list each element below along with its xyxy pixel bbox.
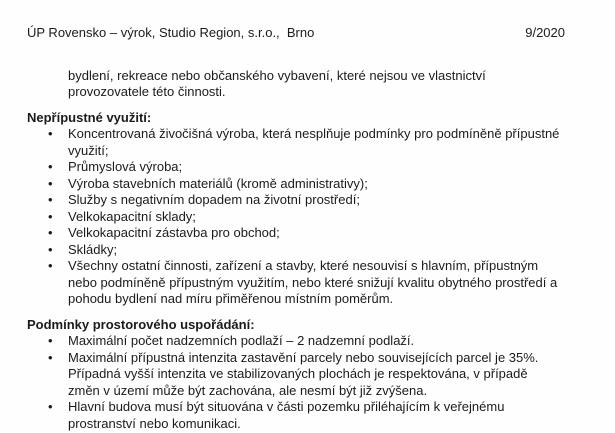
bullet-icon: • xyxy=(48,399,53,414)
paragraph-line: bydlení, rekreace nebo občanského vybavení, které nejsou ve vlastnictví xyxy=(68,67,486,83)
intro-paragraph xyxy=(68,68,585,101)
bullet-list-podminky xyxy=(27,333,585,432)
list-item xyxy=(27,242,585,259)
list-item-line: Hlavní budova musí být situována v části pozemku přiléhajícím k veřejnému xyxy=(68,399,505,414)
list-item-line: změn v území může být zachována, ale nesmí být již zvýšena. xyxy=(68,382,428,398)
list-item xyxy=(27,258,585,308)
list-item xyxy=(27,209,585,226)
list-item-line: Velkokapacitní zástavba pro obchod; xyxy=(68,225,280,240)
list-item-line: pohodu bydlení nad míru přiměřenou místním poměrům. xyxy=(68,291,394,306)
list-item xyxy=(27,225,585,242)
section-heading-podminky-usporadani: Podmínky prostorového uspořádání: xyxy=(27,316,255,332)
list-item-line: Maximální počet nadzemních podlaží – 2 nadzemní podlaží. xyxy=(68,333,415,348)
list-item xyxy=(27,126,585,159)
list-item-line: Koncentrovaná živočišná výroba, která nesplňuje podmínky pro podmíněně přípustné xyxy=(68,126,560,141)
list-item-line: nebo podmíněně přípustným využitím, nebo které snižují kvalitu obytného prostředí a xyxy=(68,274,558,290)
bullet-icon: • xyxy=(48,126,53,141)
list-item xyxy=(27,399,585,432)
list-item-line: Případná vyšší intenzita ve stabilizovaných plochách je respektována, v případě xyxy=(68,366,528,381)
bullet-icon: • xyxy=(48,258,53,273)
section-heading-nepripustne-vyuziti: Nepřípustné využití: xyxy=(27,109,152,125)
bullet-icon: • xyxy=(48,192,53,207)
list-item xyxy=(27,192,585,209)
list-item-line: Maximální přípustná intenzita zastavění parcely nebo souvisejících parcel je 35%. xyxy=(68,349,539,365)
bullet-list-nepripustne xyxy=(27,126,585,308)
list-item xyxy=(27,333,585,350)
list-item xyxy=(27,350,585,400)
list-item xyxy=(27,159,585,176)
bullet-icon: • xyxy=(48,175,53,191)
list-item-line: Průmyslová výroba; xyxy=(68,159,183,174)
header-page-number: 9/2020 xyxy=(525,25,565,40)
bullet-icon: • xyxy=(48,208,53,224)
bullet-icon: • xyxy=(48,241,53,257)
list-item-line: Služby s negativním dopadem na životní prostředí; xyxy=(68,192,360,207)
bullet-icon: • xyxy=(48,333,53,348)
bullet-icon: • xyxy=(48,349,53,365)
list-item xyxy=(27,176,585,193)
list-item-line: využití; xyxy=(68,142,109,158)
header-title: ÚP Rovensko – výrok, Studio Region, s.r.o., Brno xyxy=(27,25,315,40)
list-item-line: Velkokapacitní sklady; xyxy=(68,208,196,224)
bullet-icon: • xyxy=(48,159,53,174)
paragraph-line: provozovatele této činnosti. xyxy=(68,84,226,99)
list-item-line: Výroba stavebních materiálů (kromě administrativy); xyxy=(68,175,368,191)
page-header xyxy=(27,25,585,42)
list-item-line: prostranství nebo komunikaci. xyxy=(68,415,241,431)
list-item-line: Skládky; xyxy=(68,241,118,257)
bullet-icon: • xyxy=(48,225,53,240)
list-item-line: Všechny ostatní činnosti, zařízení a stavby, které nesouvisí s hlavním, přípustným xyxy=(68,258,539,273)
